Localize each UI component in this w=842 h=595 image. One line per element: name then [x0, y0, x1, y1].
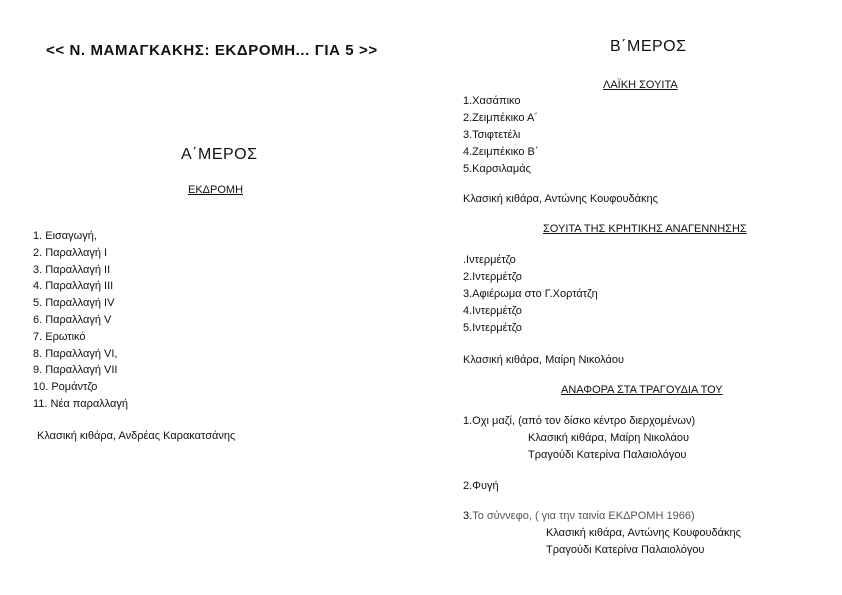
part-b-heading: Β΄ΜΕΡΟΣ	[610, 38, 687, 55]
kritiki-souita-performer: Κλασική κιθάρα, Μαίρη Νικολάου	[463, 354, 624, 366]
list-item: .Ιντερμέτζο	[463, 254, 516, 266]
ekdromi-performer: Κλασική κιθάρα, Ανδρέας Καρακατσάνης	[37, 430, 236, 442]
laiki-souita-performer: Κλασική κιθάρα, Αντώνης Κουφουδάκης	[463, 193, 658, 205]
list-item: 4. Παραλλαγή ΙΙΙ	[33, 280, 114, 293]
song-1-title: 1.Οχι μαζί, (από τον δίσκο κέντρο διερχομένων)	[463, 415, 696, 427]
song-3-number: 3.	[463, 510, 473, 522]
laiki-souita-track-list	[463, 93, 539, 177]
song-3-line	[463, 510, 695, 522]
list-item: 2.Ιντερμέτζο	[463, 270, 522, 283]
song-3-vocals: Τραγούδι Κατερίνα Παλαιολόγου	[546, 544, 705, 556]
list-item: 5.Καρσιλαμάς	[463, 162, 531, 175]
list-item: 3. Παραλλαγή ΙΙ	[33, 263, 111, 276]
list-item: 1. Εισαγωγή,	[33, 230, 97, 242]
song-3-title: Το σύννεφο, ( για την ταινία ΕΚΔΡΟΜΗ 1966)	[472, 510, 695, 522]
list-item: 2.Ζειμπέκικο Α΄	[463, 111, 538, 124]
song-2-title: 2.Φυγή	[463, 480, 499, 492]
list-item: 11. Νέα παραλλαγή	[33, 397, 129, 410]
laiki-souita-heading: ΛΑΪΚΗ ΣΟΥΙΤΑ	[603, 79, 678, 91]
list-item: 9. Παραλλαγή VII	[33, 364, 118, 377]
anafora-heading: ΑΝΑΦΟΡΑ ΣΤΑ ΤΡΑΓΟΥΔΙΑ ΤΟΥ	[561, 384, 723, 396]
list-item: 4.Ζειμπέκικο Β΄	[463, 145, 539, 158]
list-item: 5. Παραλλαγή ΙV	[33, 297, 115, 310]
list-item: 5.Ιντερμέτζο	[463, 321, 522, 334]
list-item: 10. Ρομάντζο	[33, 381, 98, 394]
list-item: 2. Παραλλαγή Ι	[33, 246, 108, 259]
list-item: 4.Ιντερμέτζο	[463, 304, 522, 317]
list-item: 8. Παραλλαγή VI,	[33, 347, 118, 360]
list-item: 6. Παραλλαγή V	[33, 313, 112, 326]
list-item: 3.Αφιέρωμα στο Γ.Χορτάτζη	[463, 287, 598, 300]
document-title: << Ν. ΜΑΜΑΓΚΑΚΗΣ: ΕΚΔΡΟΜΗ... ΓΙΑ 5 >>	[46, 42, 378, 59]
kritiki-souita-heading: ΣΟΥΙΤΑ ΤΗΣ ΚΡΗΤΙΚΗΣ ΑΝΑΓΕΝΝΗΣΗΣ	[543, 223, 747, 235]
ekdromi-heading: ΕΚΔΡΟΜΗ	[188, 184, 244, 196]
list-item: 1.Χασάπικο	[463, 95, 521, 107]
song-1-guitar: Κλασική κιθάρα, Μαίρη Νικολάου	[528, 432, 689, 444]
list-item: 7. Ερωτικό	[33, 330, 86, 343]
song-1-vocals: Τραγούδι Κατερίνα Παλαιολόγου	[528, 449, 687, 461]
kritiki-souita-track-list	[463, 252, 598, 336]
song-3-guitar: Κλασική κιθάρα, Αντώνης Κουφουδάκης	[546, 527, 741, 539]
ekdromi-track-list	[33, 228, 128, 413]
list-item: 3.Τσιφτετέλι	[463, 128, 521, 141]
part-a-heading: Α΄ΜΕΡΟΣ	[181, 146, 258, 163]
